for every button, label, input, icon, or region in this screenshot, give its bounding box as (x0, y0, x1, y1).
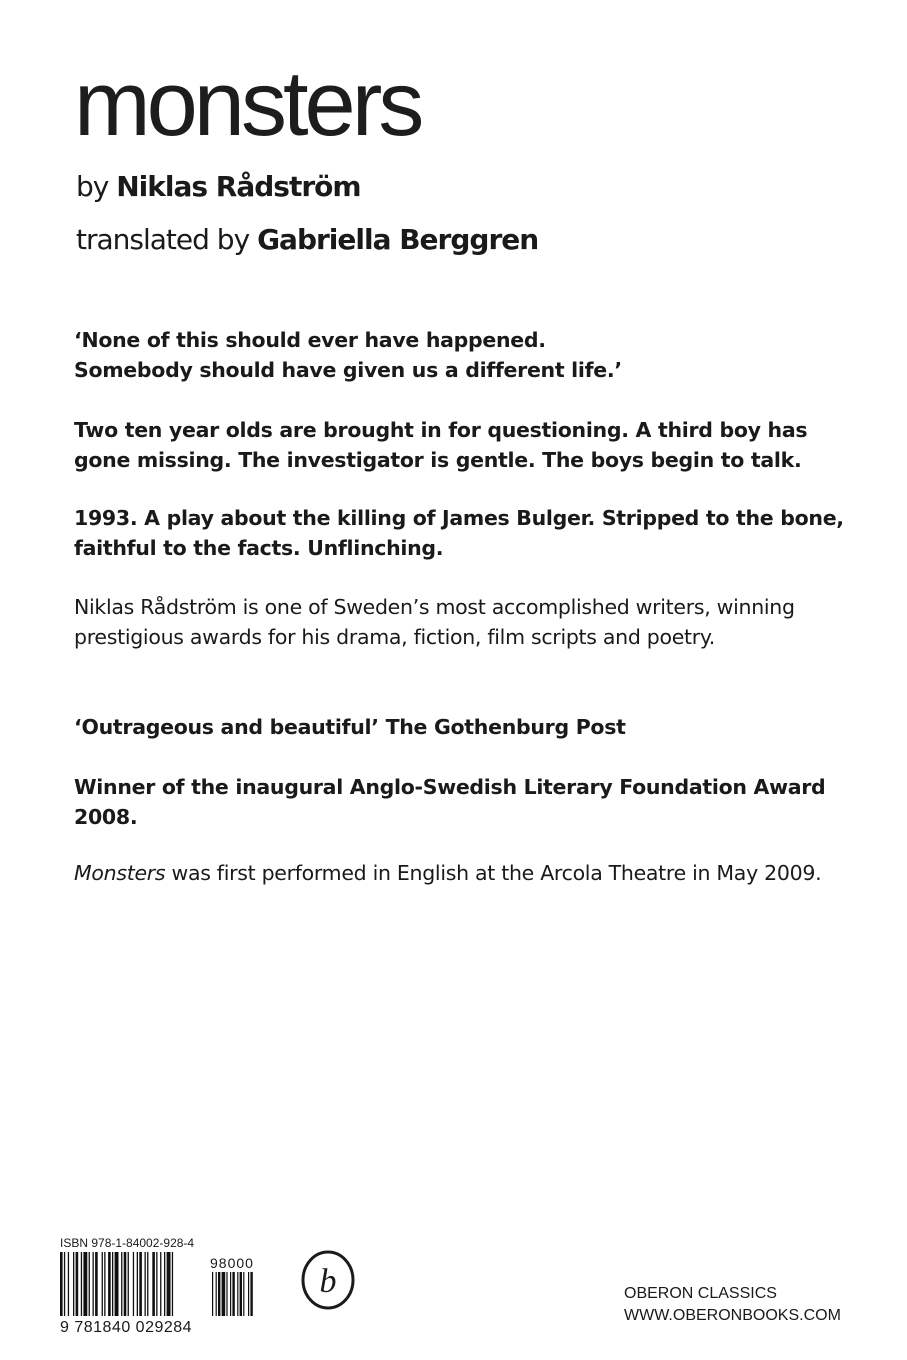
author-byline (76, 170, 361, 203)
barcode-digits: 9 781840 029284 (60, 1319, 193, 1336)
barcode-bar (156, 1252, 157, 1316)
barcode-bar (128, 1252, 129, 1316)
translator-name: Gabriella Berggren (257, 223, 539, 256)
barcode-bar (164, 1252, 165, 1316)
premise-paragraph (74, 415, 854, 475)
quote-line-1: ‘None of this should ever have happened. (74, 328, 546, 352)
barcode-bar (152, 1252, 155, 1316)
barcode-bar (145, 1252, 146, 1316)
award-text: Winner of the inaugural Anglo-Swedish Literary Foundation Award 2008. (74, 775, 826, 829)
oberon-logo-icon (300, 1250, 356, 1310)
performance-note (74, 858, 854, 888)
barcode-bar (95, 1252, 98, 1316)
barcode-bar (121, 1252, 122, 1316)
isbn-label: ISBN 978-1-84002-928-4 (60, 1236, 195, 1250)
barcode-addon-bar (226, 1272, 227, 1316)
barcode-addon-bar (232, 1272, 234, 1316)
award-paragraph (74, 772, 854, 832)
barcode-addon-bar (222, 1272, 226, 1316)
publisher-website: WWW.OBERONBOOKS.COM (624, 1307, 841, 1324)
barcode-bar (167, 1252, 171, 1316)
barcode-addon-bar (250, 1272, 252, 1316)
performance-title: Monsters (74, 861, 166, 885)
barcode-bar (102, 1252, 103, 1316)
publisher-imprint: OBERON CLASSICS (624, 1285, 777, 1302)
barcode-bar (60, 1252, 63, 1316)
review-quote (74, 712, 854, 742)
context-paragraph (74, 503, 854, 563)
barcode-addon-bar (240, 1272, 242, 1316)
translator-byline (76, 223, 538, 256)
quote-line-2: Somebody should have given us a different life.’ (74, 358, 622, 382)
barcode-bar (89, 1252, 90, 1316)
premise-text: Two ten year olds are brought in for questioning. A third boy has gone missing. The investigator is gentle. The boys begin to talk. (74, 418, 808, 472)
author-name: Niklas Rådström (116, 170, 361, 203)
logo-letter: b (319, 1263, 337, 1300)
barcode-bar (83, 1252, 87, 1316)
barcode-bar (139, 1252, 142, 1316)
barcode-bar (104, 1252, 105, 1316)
barcode-bar (64, 1252, 65, 1316)
barcode-bar (68, 1252, 69, 1316)
barcode-block (56, 1236, 276, 1336)
barcode-bar (108, 1252, 111, 1316)
barcode-bar (172, 1252, 173, 1316)
context-text: 1993. A play about the killing of James Bulger. Stripped to the bone, faithful to the facts. Unflinching. (74, 506, 844, 560)
barcode-bar (137, 1252, 138, 1316)
barcode-addon-bar (248, 1272, 249, 1316)
book-title: monsters (74, 53, 421, 155)
barcode-bar (124, 1252, 127, 1316)
barcode-bar (73, 1252, 74, 1316)
review-text: ‘Outrageous and beautiful’ The Gothenburg Post (74, 715, 626, 739)
price-code: 98000 (210, 1255, 254, 1271)
barcode-addon-bar (212, 1272, 213, 1316)
barcode-bar (147, 1252, 148, 1316)
barcode-bar (133, 1252, 134, 1316)
barcode-bar (160, 1252, 161, 1316)
barcode-bar (115, 1252, 119, 1316)
barcode-bar (112, 1252, 113, 1316)
barcode-addon-bar (216, 1272, 217, 1316)
barcode-bar (81, 1252, 82, 1316)
barcode-addon-bar (243, 1272, 244, 1316)
opening-quote (74, 325, 854, 385)
author-bio-text: Niklas Rådström is one of Sweden’s most accomplished writers, winning prestigious awards for his drama, fiction, film scripts and poetry. (74, 595, 795, 649)
barcode-bar (76, 1252, 79, 1316)
author-bio-paragraph (74, 592, 854, 652)
translator-prefix: translated by (76, 223, 250, 256)
byline-prefix: by (76, 170, 109, 203)
barcode-bar (93, 1252, 94, 1316)
barcode-addon-bar (237, 1272, 238, 1316)
barcode-addon-bar (218, 1272, 220, 1316)
barcode-addon-bar (230, 1272, 231, 1316)
publisher-info (624, 1283, 841, 1327)
performance-text: was first performed in English at the Arcola Theatre in May 2009. (165, 861, 822, 885)
